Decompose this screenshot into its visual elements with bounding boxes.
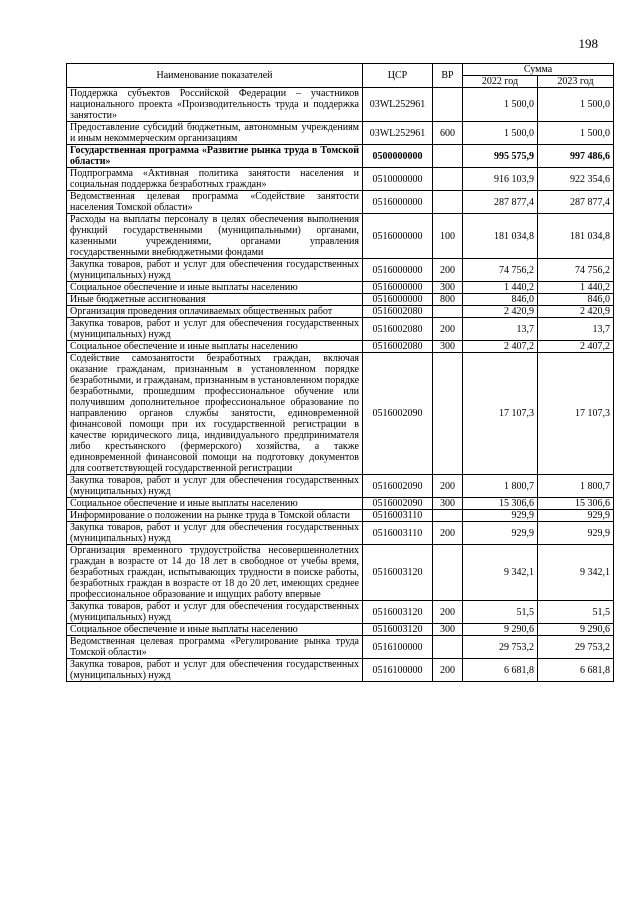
row-csr-code: 0516002090 <box>363 475 433 498</box>
row-sum-2022: 181 034,8 <box>463 214 538 259</box>
header-sum: Сумма <box>463 64 614 76</box>
table-row <box>67 498 614 510</box>
table-header <box>67 64 614 88</box>
row-csr-code: 0516002090 <box>363 498 433 510</box>
row-sum-2023: 922 354,6 <box>538 168 614 191</box>
row-sum-2022: 17 107,3 <box>463 353 538 475</box>
row-csr-code: 0500000000 <box>363 145 433 168</box>
row-vr-code: 300 <box>433 341 463 353</box>
row-vr-code: 200 <box>433 475 463 498</box>
table-row <box>67 191 614 214</box>
row-sum-2022: 1 500,0 <box>463 88 538 122</box>
table-row <box>67 318 614 341</box>
row-name: Ведомственная целевая программа «Регулирование рынка труда Томской области» <box>67 636 363 659</box>
row-name: Предоставление субсидий бюджетным, автономным учреждениям и иным некоммерческим организациям <box>67 122 363 145</box>
row-sum-2023: 929,9 <box>538 510 614 522</box>
row-name: Закупка товаров, работ и услуг для обеспечения государственных (муниципальных) нужд <box>67 601 363 624</box>
row-vr-code: 300 <box>433 282 463 294</box>
row-csr-code: 0516000000 <box>363 214 433 259</box>
row-sum-2022: 995 575,9 <box>463 145 538 168</box>
row-name: Иные бюджетные ассигнования <box>67 294 363 306</box>
row-sum-2023: 17 107,3 <box>538 353 614 475</box>
row-csr-code: 0516002080 <box>363 318 433 341</box>
row-vr-code <box>433 168 463 191</box>
row-csr-code: 0516000000 <box>363 294 433 306</box>
row-vr-code: 200 <box>433 318 463 341</box>
row-vr-code <box>433 306 463 318</box>
row-csr-code: 0516003120 <box>363 545 433 601</box>
row-name: Социальное обеспечение и иные выплаты населению <box>67 498 363 510</box>
row-sum-2023: 2 407,2 <box>538 341 614 353</box>
row-name: Закупка товаров, работ и услуг для обеспечения государственных (муниципальных) нужд <box>67 318 363 341</box>
page-number: 198 <box>578 36 598 51</box>
row-vr-code: 100 <box>433 214 463 259</box>
table-row <box>67 601 614 624</box>
table-row <box>67 282 614 294</box>
table-row <box>67 475 614 498</box>
row-vr-code: 300 <box>433 498 463 510</box>
row-sum-2023: 846,0 <box>538 294 614 306</box>
row-sum-2022: 1 800,7 <box>463 475 538 498</box>
table-body <box>67 88 614 682</box>
table-row <box>67 88 614 122</box>
table-row <box>67 545 614 601</box>
row-name: Закупка товаров, работ и услуг для обеспечения государственных (муниципальных) нужд <box>67 659 363 682</box>
table-row <box>67 624 614 636</box>
row-csr-code: 0516100000 <box>363 636 433 659</box>
row-vr-code <box>433 545 463 601</box>
row-sum-2022: 6 681,8 <box>463 659 538 682</box>
row-sum-2023: 15 306,6 <box>538 498 614 510</box>
row-sum-2022: 15 306,6 <box>463 498 538 510</box>
row-csr-code: 0516000000 <box>363 282 433 294</box>
row-sum-2023: 51,5 <box>538 601 614 624</box>
row-sum-2022: 29 753,2 <box>463 636 538 659</box>
row-sum-2022: 916 103,9 <box>463 168 538 191</box>
row-sum-2022: 846,0 <box>463 294 538 306</box>
row-name: Организация временного трудоустройства несовершеннолетних граждан в возрасте от 14 до 18 лет в свободное от учебы время, безработных граждан, испытывающих трудности в поиске работы, безработных граждан в возрасте от 18 до 20 лет, имеющих среднее профессиональное образование и ищущих работу впервые <box>67 545 363 601</box>
header-name: Наименование показателей <box>67 64 363 88</box>
row-csr-code: 0516003120 <box>363 624 433 636</box>
row-csr-code: 0510000000 <box>363 168 433 191</box>
table-row <box>67 168 614 191</box>
row-csr-code: 03WL252961 <box>363 122 433 145</box>
header-year-2022: 2022 год <box>463 76 538 88</box>
row-sum-2023: 997 486,6 <box>538 145 614 168</box>
row-vr-code <box>433 636 463 659</box>
row-vr-code: 200 <box>433 659 463 682</box>
row-sum-2023: 9 342,1 <box>538 545 614 601</box>
row-vr-code <box>433 88 463 122</box>
table-row <box>67 341 614 353</box>
row-csr-code: 0516003110 <box>363 522 433 545</box>
table-row <box>67 294 614 306</box>
row-sum-2023: 929,9 <box>538 522 614 545</box>
row-vr-code: 200 <box>433 522 463 545</box>
table-row <box>67 636 614 659</box>
row-name: Государственная программа «Развитие рынка труда в Томской области» <box>67 145 363 168</box>
table-row <box>67 145 614 168</box>
row-vr-code <box>433 510 463 522</box>
row-name: Расходы на выплаты персоналу в целях обеспечения выполнения функций государственными (муниципальными) органами, казенными учреждениями, органами управления государственными внебюджетными фондами <box>67 214 363 259</box>
row-vr-code <box>433 191 463 214</box>
table-row <box>67 122 614 145</box>
row-name: Закупка товаров, работ и услуг для обеспечения государственных (муниципальных) нужд <box>67 259 363 282</box>
row-sum-2022: 2 420,9 <box>463 306 538 318</box>
row-sum-2022: 287 877,4 <box>463 191 538 214</box>
row-sum-2023: 74 756,2 <box>538 259 614 282</box>
row-name: Ведомственная целевая программа «Содействие занятости населения Томской области» <box>67 191 363 214</box>
row-sum-2023: 2 420,9 <box>538 306 614 318</box>
row-name: Закупка товаров, работ и услуг для обеспечения государственных (муниципальных) нужд <box>67 475 363 498</box>
row-sum-2022: 929,9 <box>463 522 538 545</box>
row-sum-2022: 1 500,0 <box>463 122 538 145</box>
row-name: Информирование о положении на рынке труда в Томской области <box>67 510 363 522</box>
row-sum-2023: 287 877,4 <box>538 191 614 214</box>
row-vr-code: 300 <box>433 624 463 636</box>
row-name: Социальное обеспечение и иные выплаты населению <box>67 282 363 294</box>
row-sum-2022: 929,9 <box>463 510 538 522</box>
row-name: Социальное обеспечение и иные выплаты населению <box>67 624 363 636</box>
row-vr-code: 600 <box>433 122 463 145</box>
row-csr-code: 0516100000 <box>363 659 433 682</box>
row-csr-code: 0516003110 <box>363 510 433 522</box>
row-sum-2022: 51,5 <box>463 601 538 624</box>
table-row <box>67 259 614 282</box>
row-name: Содействие самозанятости безработных граждан, включая оказание гражданам, признанным в установленном порядке безработными, и гражданам, признанным в установленном порядке безработными, прошедшим профессиональное обучение или получившим дополнительное профессиональное образование по направлению органов службы занятости, единовременной финансовой помощи при их государственной регистрации в качестве юридического лица, индивидуального предпринимателя либо крестьянского (фермерского) хозяйства, а также единовременной финансовой помощи на подготовку документов для соответствующей государственной регистрации <box>67 353 363 475</box>
row-sum-2022: 2 407,2 <box>463 341 538 353</box>
row-sum-2022: 9 290,6 <box>463 624 538 636</box>
row-sum-2023: 1 500,0 <box>538 88 614 122</box>
row-name: Организация проведения оплачиваемых общественных работ <box>67 306 363 318</box>
row-sum-2023: 1 500,0 <box>538 122 614 145</box>
table-row <box>67 659 614 682</box>
row-vr-code: 200 <box>433 601 463 624</box>
table-row <box>67 214 614 259</box>
header-vr: ВР <box>433 64 463 88</box>
table-row <box>67 353 614 475</box>
row-sum-2022: 9 342,1 <box>463 545 538 601</box>
row-sum-2022: 74 756,2 <box>463 259 538 282</box>
row-sum-2023: 13,7 <box>538 318 614 341</box>
row-sum-2023: 6 681,8 <box>538 659 614 682</box>
row-csr-code: 0516003120 <box>363 601 433 624</box>
row-vr-code: 800 <box>433 294 463 306</box>
table-row <box>67 510 614 522</box>
row-sum-2023: 1 440,2 <box>538 282 614 294</box>
row-sum-2022: 13,7 <box>463 318 538 341</box>
row-sum-2022: 1 440,2 <box>463 282 538 294</box>
budget-table <box>66 63 614 682</box>
row-csr-code: 0516000000 <box>363 191 433 214</box>
row-vr-code <box>433 145 463 168</box>
row-csr-code: 0516002080 <box>363 341 433 353</box>
row-sum-2023: 29 753,2 <box>538 636 614 659</box>
row-vr-code: 200 <box>433 259 463 282</box>
row-sum-2023: 9 290,6 <box>538 624 614 636</box>
row-sum-2023: 181 034,8 <box>538 214 614 259</box>
row-name: Социальное обеспечение и иные выплаты населению <box>67 341 363 353</box>
row-csr-code: 0516002080 <box>363 306 433 318</box>
table-row <box>67 306 614 318</box>
row-name: Поддержка субъектов Российской Федерации – участников национального проекта «Производительность труда и поддержка занятости» <box>67 88 363 122</box>
row-csr-code: 0516000000 <box>363 259 433 282</box>
row-csr-code: 0516002090 <box>363 353 433 475</box>
row-sum-2023: 1 800,7 <box>538 475 614 498</box>
table-row <box>67 522 614 545</box>
row-name: Подпрограмма «Активная политика занятости населения и социальная поддержка безработных граждан» <box>67 168 363 191</box>
row-csr-code: 03WL252961 <box>363 88 433 122</box>
header-year-2023: 2023 год <box>538 76 614 88</box>
row-vr-code <box>433 353 463 475</box>
row-name: Закупка товаров, работ и услуг для обеспечения государственных (муниципальных) нужд <box>67 522 363 545</box>
header-csr: ЦСР <box>363 64 433 88</box>
